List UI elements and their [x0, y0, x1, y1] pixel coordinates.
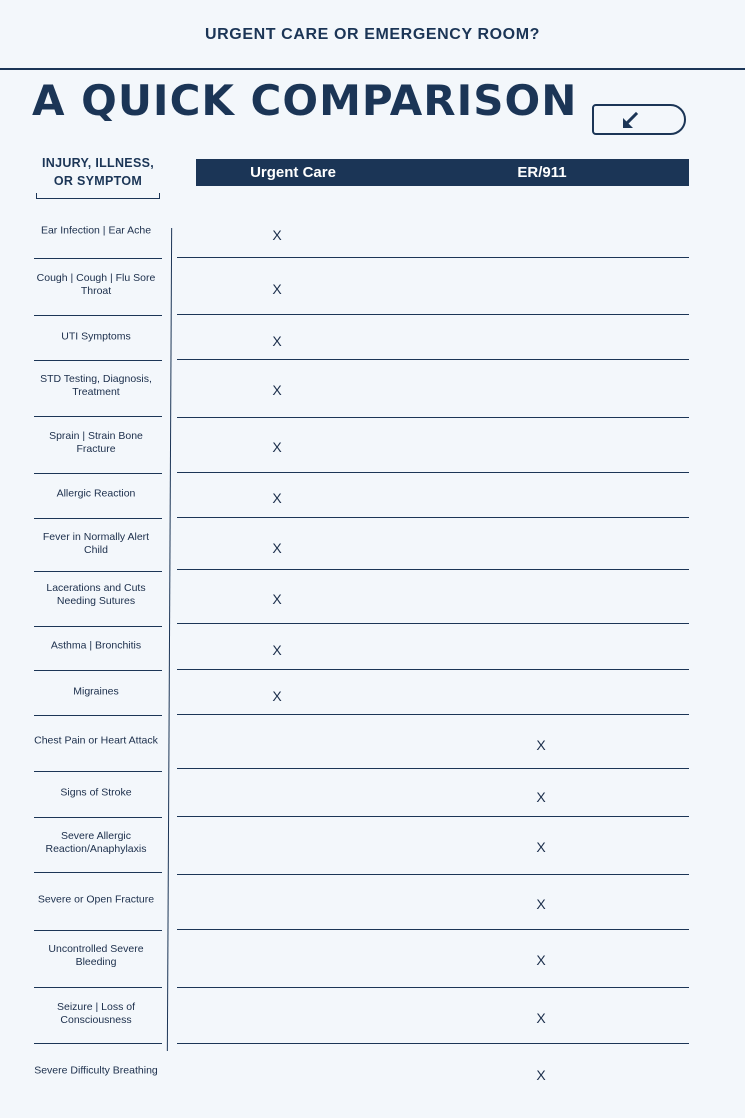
- row-divider-left: [34, 1043, 162, 1044]
- urgent-care-mark: X: [272, 227, 282, 243]
- column-header-urgent-care: Urgent Care: [250, 164, 336, 181]
- urgent-care-mark: X: [272, 540, 282, 556]
- symptom-label: Fever in Normally Alert Child: [42, 531, 150, 556]
- er-mark: X: [536, 1010, 546, 1026]
- symptom-label: Asthma | Bronchitis: [50, 639, 142, 652]
- row-divider-left: [34, 670, 162, 671]
- symptom-label: Sprain | Strain Bone Fracture: [49, 430, 143, 455]
- row-divider-left: [34, 315, 162, 316]
- row-divider-right: [177, 472, 689, 473]
- symptom-label: Uncontrolled Severe Bleeding: [48, 943, 144, 968]
- row-divider-left: [34, 571, 162, 572]
- er-mark: X: [536, 789, 546, 805]
- row-divider-right: [177, 623, 689, 624]
- symptom-label: Seizure | Loss of Consciousness: [56, 1001, 136, 1026]
- er-mark: X: [536, 952, 546, 968]
- row-divider-right: [177, 517, 689, 518]
- row-divider-right: [177, 359, 689, 360]
- header-divider: [0, 68, 745, 70]
- arrow-button[interactable]: [592, 104, 686, 135]
- row-divider-right: [177, 816, 689, 817]
- er-mark: X: [536, 839, 546, 855]
- row-divider-right: [177, 768, 689, 769]
- er-mark: X: [536, 737, 546, 753]
- column-divider: [167, 228, 172, 1051]
- symptom-label: Severe or Open Fracture: [37, 893, 155, 906]
- symptom-label: Chest Pain or Heart Attack: [34, 734, 158, 747]
- column-header-symptom: INJURY, ILLNESS, OR SYMPTOM: [42, 156, 154, 188]
- row-divider-right: [177, 1043, 689, 1044]
- row-divider-right: [177, 314, 689, 315]
- symptom-label: Migraines: [73, 685, 119, 698]
- symptom-label: Lacerations and Cuts Needing Sutures: [46, 582, 146, 607]
- row-divider-left: [34, 473, 162, 474]
- row-divider-left: [34, 715, 162, 716]
- row-divider-right: [177, 714, 689, 715]
- row-divider-left: [34, 771, 162, 772]
- page-title: A QUICK COMPARISON: [32, 76, 578, 125]
- symptom-label: Allergic Reaction: [56, 487, 136, 500]
- row-divider-left: [34, 872, 162, 873]
- urgent-care-mark: X: [272, 281, 282, 297]
- row-divider-right: [177, 257, 689, 258]
- row-divider-left: [34, 416, 162, 417]
- column-header-bracket: [36, 193, 160, 199]
- urgent-care-mark: X: [272, 382, 282, 398]
- row-divider-left: [34, 518, 162, 519]
- urgent-care-mark: X: [272, 490, 282, 506]
- symptom-label: UTI Symptoms: [61, 330, 131, 343]
- symptom-label: Signs of Stroke: [60, 786, 132, 799]
- row-divider-right: [177, 669, 689, 670]
- symptom-label: STD Testing, Diagnosis, Treatment: [40, 373, 152, 398]
- symptom-label: Cough | Cough | Flu Sore Throat: [36, 272, 156, 297]
- row-divider-left: [34, 258, 162, 259]
- urgent-care-mark: X: [272, 439, 282, 455]
- arrow-down-left-icon: [620, 111, 640, 131]
- symptom-label: Ear Infection | Ear Ache: [40, 224, 152, 237]
- urgent-care-mark: X: [272, 591, 282, 607]
- urgent-care-mark: X: [272, 333, 282, 349]
- row-divider-left: [34, 360, 162, 361]
- symptom-label: Severe Difficulty Breathing: [34, 1064, 158, 1077]
- row-divider-left: [34, 930, 162, 931]
- row-divider-left: [34, 626, 162, 627]
- row-divider-right: [177, 874, 689, 875]
- row-divider-right: [177, 417, 689, 418]
- urgent-care-mark: X: [272, 688, 282, 704]
- er-mark: X: [536, 896, 546, 912]
- row-divider-left: [34, 987, 162, 988]
- row-divider-left: [34, 817, 162, 818]
- page-header-title: URGENT CARE OR EMERGENCY ROOM?: [204, 26, 541, 43]
- er-mark: X: [536, 1067, 546, 1083]
- row-divider-right: [177, 569, 689, 570]
- column-header-er: ER/911: [517, 164, 567, 181]
- row-divider-right: [177, 929, 689, 930]
- symptom-label: Severe Allergic Reaction/Anaphylaxis: [45, 830, 147, 855]
- urgent-care-mark: X: [272, 642, 282, 658]
- row-divider-right: [177, 987, 689, 988]
